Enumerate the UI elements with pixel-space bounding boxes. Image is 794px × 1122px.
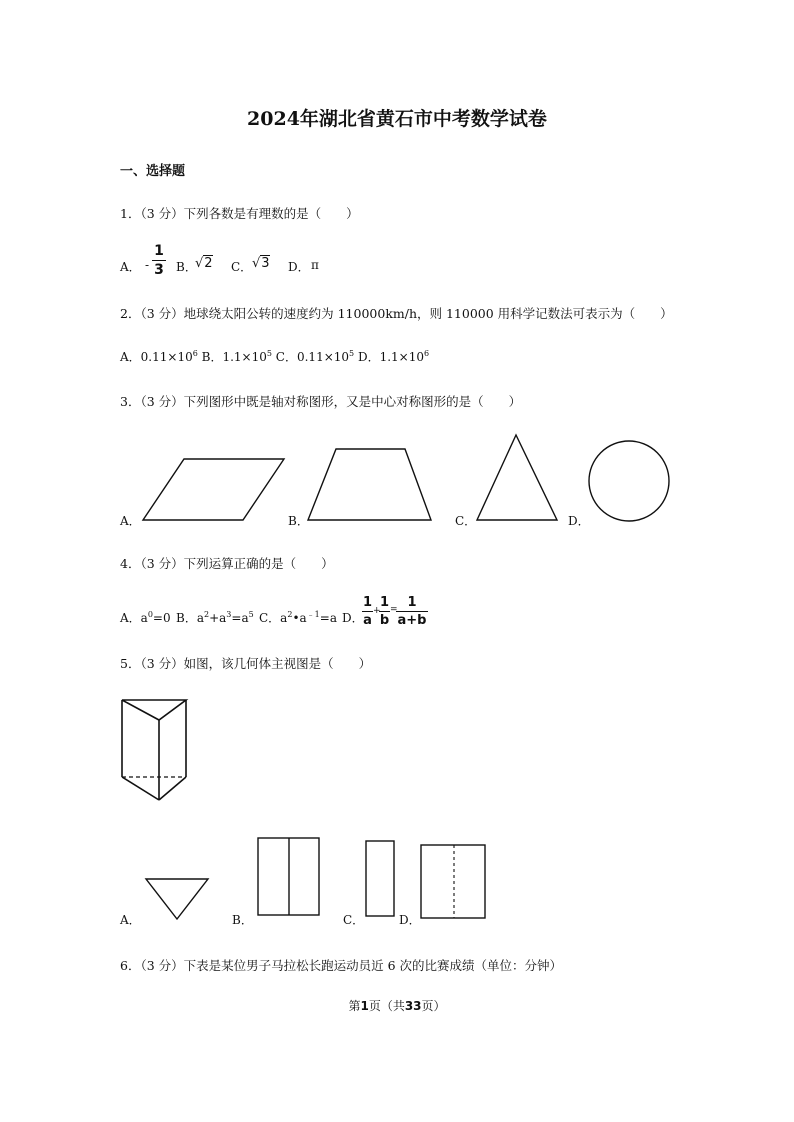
- fraction-denominator: 3: [154, 262, 164, 278]
- q4-option-b-label: B．a: [176, 611, 204, 625]
- q5-label-c: C．: [343, 913, 365, 927]
- exponent: 3: [226, 610, 232, 619]
- exponent: 2: [287, 610, 293, 619]
- q4-d-plus: +: [373, 606, 381, 616]
- question-5-stem: 5．（3 分）如图，该几何体主视图是（ ）: [120, 656, 372, 671]
- triangular-prism-figure: [122, 700, 186, 800]
- question-6-stem: 6．（3 分）下表是某位男子马拉松长跑运动员近 6 次的比赛成绩（单位：分钟）: [120, 958, 563, 973]
- q5-label-a: A．: [120, 913, 141, 927]
- q4-option-c-label: C．a: [259, 611, 288, 625]
- q1-option-b-label: B．: [176, 260, 197, 274]
- q1-option-a-sign: -: [145, 258, 150, 272]
- q4-option-d-label: D．: [342, 611, 364, 625]
- exponent: 5: [248, 610, 254, 619]
- option-c-narrow-rectangle: [366, 841, 394, 916]
- q2-option-c: C．0.11×10: [275, 350, 350, 364]
- q2-option-a: A．0.11×10: [120, 350, 193, 364]
- q4-option-b-mid: +a: [209, 611, 227, 625]
- fraction-denominator: a+b: [397, 613, 427, 628]
- q4-option-b-eq: =a: [231, 611, 249, 625]
- question-2-stem: 2．（3 分）地球绕太阳公转的速度约为 110000km/h，则 110000 用科学记数法可表示为（ ）: [120, 306, 673, 321]
- q1-option-c-label: C．: [231, 260, 253, 274]
- q1-option-a-label: A．: [120, 260, 141, 274]
- fraction-numerator: 1: [154, 243, 164, 259]
- q2-option-d: D．1.1×10: [357, 350, 424, 364]
- total-pages: 33: [404, 999, 422, 1013]
- q1-option-c-sqrt: √3: [252, 256, 270, 271]
- page-number: 1: [360, 999, 369, 1013]
- option-b-two-rectangles: [258, 838, 319, 915]
- q4-option-c-mid: •a: [292, 611, 307, 625]
- q4-option-a-label: A．a: [120, 611, 148, 625]
- q5-label-d: D．: [399, 913, 421, 927]
- exponent: 6: [192, 349, 198, 358]
- question-1-stem: 1．（3 分）下列各数是有理数的是（ ）: [120, 206, 359, 221]
- option-a-inverted-triangle: [146, 879, 208, 919]
- fraction-denominator: a: [363, 613, 372, 628]
- page-footer: [0, 997, 794, 1014]
- exponent: 2: [203, 610, 210, 619]
- q2-option-b: B．1.1×10: [201, 350, 267, 364]
- q3-label-c: C．: [455, 514, 477, 528]
- page-title: 2024年湖北省黄石市中考数学试卷: [247, 108, 547, 130]
- exponent: 6: [423, 349, 430, 358]
- q1-option-b-sqrt: √2: [195, 256, 213, 271]
- fraction-numerator: 1: [379, 595, 390, 610]
- q3-label-b: B．: [288, 514, 309, 528]
- q1-option-d-value: π: [311, 258, 319, 272]
- question-4-stem: 4．（3 分）下列运算正确的是（ ）: [120, 556, 334, 571]
- q4-d-equals: =: [390, 605, 398, 615]
- q3-label-a: A．: [120, 514, 141, 528]
- radicand: 3: [261, 256, 270, 271]
- option-d-rectangle-dashed: [421, 845, 485, 918]
- exponent: 5: [266, 349, 272, 358]
- fraction-denominator: b: [379, 613, 390, 628]
- q4-option-c-eq: =a: [319, 611, 337, 625]
- fraction-numerator: 1: [362, 595, 373, 610]
- exponent: 5: [349, 349, 355, 358]
- q4-option-a-rest: =0: [152, 611, 171, 625]
- q5-label-b: B．: [232, 913, 253, 927]
- exponent: 0: [147, 610, 153, 619]
- section-heading: 一、选择题: [120, 164, 186, 179]
- q3-label-d: D．: [568, 514, 590, 528]
- q1-option-d-label: D．: [288, 260, 310, 274]
- footer-suffix: 页）: [421, 999, 446, 1013]
- fraction-numerator: 1: [407, 595, 417, 610]
- exponent: ﹣1: [306, 610, 320, 619]
- footer-middle: 页（共: [368, 999, 405, 1013]
- radicand: 2: [204, 256, 213, 271]
- question-3-stem: 3．（3 分）下列图形中既是轴对称图形，又是中心对称图形的是（ ）: [120, 394, 522, 409]
- footer-prefix: 第: [348, 999, 361, 1013]
